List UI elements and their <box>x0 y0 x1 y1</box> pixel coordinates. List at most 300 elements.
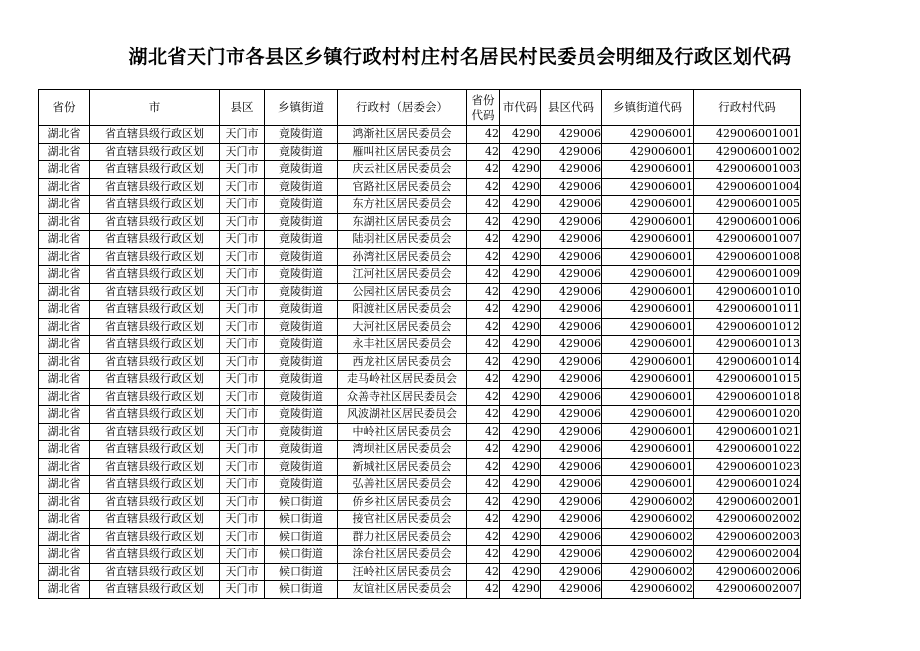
cell-township: 竟陵街道 <box>265 231 338 249</box>
cell-city-code: 4290 <box>500 178 541 196</box>
cell-city-code: 4290 <box>500 143 541 161</box>
cell-village: 孙湾社区居民委员会 <box>338 248 467 266</box>
cell-village: 友谊社区居民委员会 <box>338 581 467 599</box>
cell-city-code: 4290 <box>500 126 541 144</box>
cell-province-code: 42 <box>467 406 500 424</box>
cell-county-code: 429006 <box>541 283 602 301</box>
cell-village: 风波湖社区居民委员会 <box>338 406 467 424</box>
header-village: 行政村（居委会） <box>338 90 467 126</box>
cell-village-code: 429006002003 <box>694 528 801 546</box>
cell-village: 中岭社区居民委员会 <box>338 423 467 441</box>
cell-city-code: 4290 <box>500 493 541 511</box>
table-row <box>39 476 801 494</box>
header-village-code: 行政村代码 <box>694 90 801 126</box>
cell-township: 竟陵街道 <box>265 441 338 459</box>
cell-county: 天门市 <box>220 353 265 371</box>
cell-province-code: 42 <box>467 476 500 494</box>
cell-province: 湖北省 <box>39 161 90 179</box>
cell-county: 天门市 <box>220 283 265 301</box>
cell-city: 省直辖县级行政区划 <box>90 353 220 371</box>
cell-province: 湖北省 <box>39 143 90 161</box>
cell-county: 天门市 <box>220 388 265 406</box>
cell-township: 候口街道 <box>265 493 338 511</box>
cell-township: 候口街道 <box>265 563 338 581</box>
cell-province-code: 42 <box>467 528 500 546</box>
cell-township: 竟陵街道 <box>265 283 338 301</box>
cell-city: 省直辖县级行政区划 <box>90 493 220 511</box>
cell-province-code: 42 <box>467 371 500 389</box>
cell-city: 省直辖县级行政区划 <box>90 248 220 266</box>
cell-province: 湖北省 <box>39 563 90 581</box>
cell-township-code: 429006001 <box>602 458 694 476</box>
cell-village: 官路社区居民委员会 <box>338 178 467 196</box>
cell-township-code: 429006001 <box>602 213 694 231</box>
cell-province: 湖北省 <box>39 126 90 144</box>
cell-village-code: 429006001009 <box>694 266 801 284</box>
cell-township-code: 429006001 <box>602 336 694 354</box>
cell-township-code: 429006001 <box>602 196 694 214</box>
cell-township-code: 429006001 <box>602 441 694 459</box>
cell-township: 竟陵街道 <box>265 406 338 424</box>
cell-county: 天门市 <box>220 301 265 319</box>
cell-province: 湖北省 <box>39 336 90 354</box>
cell-province-code: 42 <box>467 581 500 599</box>
cell-village: 侨乡社区居民委员会 <box>338 493 467 511</box>
cell-county-code: 429006 <box>541 213 602 231</box>
table-row <box>39 458 801 476</box>
cell-province: 湖北省 <box>39 371 90 389</box>
cell-township: 竟陵街道 <box>265 388 338 406</box>
cell-village-code: 429006001008 <box>694 248 801 266</box>
table-row <box>39 528 801 546</box>
table-row <box>39 353 801 371</box>
cell-city: 省直辖县级行政区划 <box>90 388 220 406</box>
cell-city: 省直辖县级行政区划 <box>90 336 220 354</box>
cell-province-code: 42 <box>467 336 500 354</box>
cell-village: 弘善社区居民委员会 <box>338 476 467 494</box>
cell-township-code: 429006001 <box>602 231 694 249</box>
cell-province-code: 42 <box>467 546 500 564</box>
cell-city: 省直辖县级行政区划 <box>90 231 220 249</box>
cell-township-code: 429006001 <box>602 476 694 494</box>
cell-city: 省直辖县级行政区划 <box>90 283 220 301</box>
table-row <box>39 178 801 196</box>
table-row <box>39 283 801 301</box>
cell-village-code: 429006001012 <box>694 318 801 336</box>
cell-county: 天门市 <box>220 143 265 161</box>
cell-village-code: 429006001010 <box>694 283 801 301</box>
cell-county-code: 429006 <box>541 388 602 406</box>
cell-village-code: 429006001007 <box>694 231 801 249</box>
cell-county: 天门市 <box>220 266 265 284</box>
cell-city-code: 4290 <box>500 318 541 336</box>
cell-village: 接官社区居民委员会 <box>338 511 467 529</box>
header-city-code: 市代码 <box>500 90 541 126</box>
cell-township: 竟陵街道 <box>265 301 338 319</box>
cell-township: 竟陵街道 <box>265 458 338 476</box>
cell-province: 湖北省 <box>39 353 90 371</box>
cell-province: 湖北省 <box>39 301 90 319</box>
cell-township: 竟陵街道 <box>265 423 338 441</box>
cell-province: 湖北省 <box>39 441 90 459</box>
cell-village: 涂台社区居民委员会 <box>338 546 467 564</box>
cell-province-code: 42 <box>467 353 500 371</box>
cell-county: 天门市 <box>220 196 265 214</box>
table-row <box>39 248 801 266</box>
cell-village-code: 429006001005 <box>694 196 801 214</box>
cell-city: 省直辖县级行政区划 <box>90 528 220 546</box>
cell-village-code: 429006001020 <box>694 406 801 424</box>
cell-village: 汪岭社区居民委员会 <box>338 563 467 581</box>
cell-county: 天门市 <box>220 493 265 511</box>
cell-city-code: 4290 <box>500 476 541 494</box>
cell-city-code: 4290 <box>500 441 541 459</box>
cell-province: 湖北省 <box>39 178 90 196</box>
cell-province-code: 42 <box>467 423 500 441</box>
cell-province: 湖北省 <box>39 528 90 546</box>
region-code-table <box>38 89 801 599</box>
cell-county: 天门市 <box>220 546 265 564</box>
cell-village-code: 429006001004 <box>694 178 801 196</box>
cell-village: 大河社区居民委员会 <box>338 318 467 336</box>
header-county-code: 县区代码 <box>541 90 602 126</box>
cell-township: 竟陵街道 <box>265 178 338 196</box>
cell-province: 湖北省 <box>39 196 90 214</box>
cell-county-code: 429006 <box>541 248 602 266</box>
table-row <box>39 126 801 144</box>
table-row <box>39 493 801 511</box>
cell-county: 天门市 <box>220 371 265 389</box>
cell-county: 天门市 <box>220 336 265 354</box>
cell-city: 省直辖县级行政区划 <box>90 511 220 529</box>
table-row <box>39 231 801 249</box>
cell-city: 省直辖县级行政区划 <box>90 161 220 179</box>
cell-village-code: 429006001015 <box>694 371 801 389</box>
cell-city: 省直辖县级行政区划 <box>90 143 220 161</box>
cell-city-code: 4290 <box>500 528 541 546</box>
cell-county-code: 429006 <box>541 441 602 459</box>
cell-city: 省直辖县级行政区划 <box>90 318 220 336</box>
cell-city: 省直辖县级行政区划 <box>90 301 220 319</box>
cell-village-code: 429006001024 <box>694 476 801 494</box>
cell-county-code: 429006 <box>541 458 602 476</box>
cell-province: 湖北省 <box>39 248 90 266</box>
header-province: 省份 <box>39 90 90 126</box>
cell-township: 竟陵街道 <box>265 126 338 144</box>
cell-village-code: 429006002006 <box>694 563 801 581</box>
cell-province-code: 42 <box>467 441 500 459</box>
table-row <box>39 213 801 231</box>
cell-city-code: 4290 <box>500 353 541 371</box>
cell-county-code: 429006 <box>541 423 602 441</box>
cell-village: 公园社区居民委员会 <box>338 283 467 301</box>
cell-county-code: 429006 <box>541 353 602 371</box>
cell-township-code: 429006002 <box>602 528 694 546</box>
cell-township-code: 429006001 <box>602 266 694 284</box>
cell-province: 湖北省 <box>39 266 90 284</box>
cell-village: 群力社区居民委员会 <box>338 528 467 546</box>
cell-township: 候口街道 <box>265 546 338 564</box>
cell-township: 竟陵街道 <box>265 318 338 336</box>
cell-city-code: 4290 <box>500 423 541 441</box>
table-row <box>39 581 801 599</box>
cell-village-code: 429006002001 <box>694 493 801 511</box>
cell-village: 鸿渐社区居民委员会 <box>338 126 467 144</box>
cell-county-code: 429006 <box>541 546 602 564</box>
cell-province-code: 42 <box>467 248 500 266</box>
cell-village: 陆羽社区居民委员会 <box>338 231 467 249</box>
cell-city: 省直辖县级行政区划 <box>90 406 220 424</box>
cell-township: 竟陵街道 <box>265 196 338 214</box>
cell-county-code: 429006 <box>541 336 602 354</box>
cell-township-code: 429006001 <box>602 248 694 266</box>
cell-village-code: 429006001022 <box>694 441 801 459</box>
cell-province-code: 42 <box>467 301 500 319</box>
cell-township: 竟陵街道 <box>265 266 338 284</box>
table-row <box>39 511 801 529</box>
cell-township: 竟陵街道 <box>265 213 338 231</box>
table-row <box>39 546 801 564</box>
cell-village: 庆云社区居民委员会 <box>338 161 467 179</box>
cell-city-code: 4290 <box>500 546 541 564</box>
cell-city-code: 4290 <box>500 266 541 284</box>
cell-township-code: 429006002 <box>602 546 694 564</box>
cell-village: 江河社区居民委员会 <box>338 266 467 284</box>
cell-city-code: 4290 <box>500 248 541 266</box>
cell-county: 天门市 <box>220 458 265 476</box>
table-row <box>39 318 801 336</box>
cell-province: 湖北省 <box>39 546 90 564</box>
cell-township-code: 429006001 <box>602 143 694 161</box>
cell-county-code: 429006 <box>541 581 602 599</box>
cell-county-code: 429006 <box>541 511 602 529</box>
cell-province: 湖北省 <box>39 213 90 231</box>
cell-county-code: 429006 <box>541 476 602 494</box>
table-row <box>39 441 801 459</box>
cell-county-code: 429006 <box>541 231 602 249</box>
cell-village: 阳渡社区居民委员会 <box>338 301 467 319</box>
table-row <box>39 388 801 406</box>
cell-province-code: 42 <box>467 458 500 476</box>
cell-village: 走马岭社区居民委员会 <box>338 371 467 389</box>
table-row <box>39 336 801 354</box>
cell-city: 省直辖县级行政区划 <box>90 196 220 214</box>
table-row <box>39 563 801 581</box>
cell-village: 湾坝社区居民委员会 <box>338 441 467 459</box>
table-row <box>39 266 801 284</box>
cell-province-code: 42 <box>467 196 500 214</box>
header-city: 市 <box>90 90 220 126</box>
cell-county: 天门市 <box>220 126 265 144</box>
cell-township: 候口街道 <box>265 511 338 529</box>
cell-county: 天门市 <box>220 476 265 494</box>
cell-city: 省直辖县级行政区划 <box>90 178 220 196</box>
cell-county: 天门市 <box>220 161 265 179</box>
cell-province: 湖北省 <box>39 318 90 336</box>
table-row <box>39 196 801 214</box>
cell-province-code: 42 <box>467 143 500 161</box>
cell-county: 天门市 <box>220 528 265 546</box>
cell-township-code: 429006001 <box>602 371 694 389</box>
header-county: 县区 <box>220 90 265 126</box>
cell-city-code: 4290 <box>500 458 541 476</box>
cell-city-code: 4290 <box>500 563 541 581</box>
cell-city: 省直辖县级行政区划 <box>90 546 220 564</box>
cell-province: 湖北省 <box>39 423 90 441</box>
cell-village: 新城社区居民委员会 <box>338 458 467 476</box>
cell-city: 省直辖县级行政区划 <box>90 423 220 441</box>
cell-county-code: 429006 <box>541 406 602 424</box>
cell-village-code: 429006001021 <box>694 423 801 441</box>
cell-province: 湖北省 <box>39 231 90 249</box>
cell-city: 省直辖县级行政区划 <box>90 213 220 231</box>
cell-village: 永丰社区居民委员会 <box>338 336 467 354</box>
cell-village-code: 429006001003 <box>694 161 801 179</box>
cell-village-code: 429006001013 <box>694 336 801 354</box>
cell-township-code: 429006001 <box>602 301 694 319</box>
cell-county-code: 429006 <box>541 318 602 336</box>
cell-county: 天门市 <box>220 563 265 581</box>
header-township-code: 乡镇街道代码 <box>602 90 694 126</box>
cell-county: 天门市 <box>220 213 265 231</box>
cell-province: 湖北省 <box>39 581 90 599</box>
cell-village-code: 429006002007 <box>694 581 801 599</box>
cell-county-code: 429006 <box>541 301 602 319</box>
cell-province-code: 42 <box>467 493 500 511</box>
cell-county-code: 429006 <box>541 563 602 581</box>
cell-city-code: 4290 <box>500 388 541 406</box>
cell-province-code: 42 <box>467 266 500 284</box>
cell-city-code: 4290 <box>500 336 541 354</box>
cell-township: 竟陵街道 <box>265 161 338 179</box>
cell-province-code: 42 <box>467 126 500 144</box>
cell-province: 湖北省 <box>39 458 90 476</box>
page-title: 湖北省天门市各县区乡镇行政村村庄村名居民村民委员会明细及行政区划代码 <box>128 46 792 68</box>
cell-city-code: 4290 <box>500 371 541 389</box>
cell-city-code: 4290 <box>500 511 541 529</box>
cell-city-code: 4290 <box>500 283 541 301</box>
cell-city-code: 4290 <box>500 406 541 424</box>
cell-township-code: 429006002 <box>602 493 694 511</box>
cell-province-code: 42 <box>467 178 500 196</box>
cell-county-code: 429006 <box>541 143 602 161</box>
cell-village-code: 429006002004 <box>694 546 801 564</box>
cell-province-code: 42 <box>467 231 500 249</box>
cell-township: 候口街道 <box>265 581 338 599</box>
cell-city: 省直辖县级行政区划 <box>90 581 220 599</box>
cell-township-code: 429006001 <box>602 406 694 424</box>
table-row <box>39 371 801 389</box>
cell-county-code: 429006 <box>541 371 602 389</box>
cell-city: 省直辖县级行政区划 <box>90 458 220 476</box>
cell-province-code: 42 <box>467 161 500 179</box>
cell-township-code: 429006001 <box>602 388 694 406</box>
cell-township: 竟陵街道 <box>265 143 338 161</box>
cell-province-code: 42 <box>467 213 500 231</box>
cell-village-code: 429006001014 <box>694 353 801 371</box>
cell-county-code: 429006 <box>541 493 602 511</box>
cell-province: 湖北省 <box>39 476 90 494</box>
cell-village-code: 429006002002 <box>694 511 801 529</box>
cell-county: 天门市 <box>220 581 265 599</box>
cell-county-code: 429006 <box>541 266 602 284</box>
cell-province: 湖北省 <box>39 493 90 511</box>
cell-village-code: 429006001006 <box>694 213 801 231</box>
cell-county-code: 429006 <box>541 126 602 144</box>
cell-city-code: 4290 <box>500 161 541 179</box>
cell-village-code: 429006001018 <box>694 388 801 406</box>
cell-province-code: 42 <box>467 511 500 529</box>
cell-city: 省直辖县级行政区划 <box>90 563 220 581</box>
cell-village-code: 429006001001 <box>694 126 801 144</box>
cell-province-code: 42 <box>467 563 500 581</box>
cell-province-code: 42 <box>467 318 500 336</box>
cell-county-code: 429006 <box>541 196 602 214</box>
cell-township-code: 429006002 <box>602 581 694 599</box>
cell-city: 省直辖县级行政区划 <box>90 476 220 494</box>
cell-county: 天门市 <box>220 511 265 529</box>
table-row <box>39 301 801 319</box>
cell-township-code: 429006001 <box>602 178 694 196</box>
cell-province: 湖北省 <box>39 388 90 406</box>
header-province-code: 省份代码 <box>467 90 500 126</box>
table-row <box>39 143 801 161</box>
cell-city: 省直辖县级行政区划 <box>90 441 220 459</box>
cell-province-code: 42 <box>467 388 500 406</box>
cell-city: 省直辖县级行政区划 <box>90 126 220 144</box>
cell-city: 省直辖县级行政区划 <box>90 371 220 389</box>
cell-township: 竟陵街道 <box>265 476 338 494</box>
cell-village: 西龙社区居民委员会 <box>338 353 467 371</box>
cell-county: 天门市 <box>220 248 265 266</box>
cell-county: 天门市 <box>220 318 265 336</box>
header-row <box>39 90 801 126</box>
cell-township: 候口街道 <box>265 528 338 546</box>
cell-province: 湖北省 <box>39 283 90 301</box>
cell-county-code: 429006 <box>541 528 602 546</box>
cell-county: 天门市 <box>220 441 265 459</box>
header-township: 乡镇街道 <box>265 90 338 126</box>
cell-city-code: 4290 <box>500 196 541 214</box>
cell-township-code: 429006002 <box>602 511 694 529</box>
cell-province: 湖北省 <box>39 511 90 529</box>
table-row <box>39 423 801 441</box>
cell-county: 天门市 <box>220 423 265 441</box>
cell-village-code: 429006001002 <box>694 143 801 161</box>
cell-village: 东方社区居民委员会 <box>338 196 467 214</box>
cell-city: 省直辖县级行政区划 <box>90 266 220 284</box>
cell-township-code: 429006002 <box>602 563 694 581</box>
cell-city-code: 4290 <box>500 581 541 599</box>
cell-county-code: 429006 <box>541 178 602 196</box>
cell-township-code: 429006001 <box>602 353 694 371</box>
cell-township: 竟陵街道 <box>265 371 338 389</box>
cell-village: 众善寺社区居民委员会 <box>338 388 467 406</box>
cell-township-code: 429006001 <box>602 161 694 179</box>
cell-township-code: 429006001 <box>602 126 694 144</box>
cell-city-code: 4290 <box>500 301 541 319</box>
cell-province-code: 42 <box>467 283 500 301</box>
cell-province: 湖北省 <box>39 406 90 424</box>
cell-village: 雁叫社区居民委员会 <box>338 143 467 161</box>
cell-township: 竟陵街道 <box>265 353 338 371</box>
cell-village-code: 429006001023 <box>694 458 801 476</box>
table-row <box>39 161 801 179</box>
cell-village: 东湖社区居民委员会 <box>338 213 467 231</box>
cell-village-code: 429006001011 <box>694 301 801 319</box>
table-row <box>39 406 801 424</box>
cell-county: 天门市 <box>220 178 265 196</box>
